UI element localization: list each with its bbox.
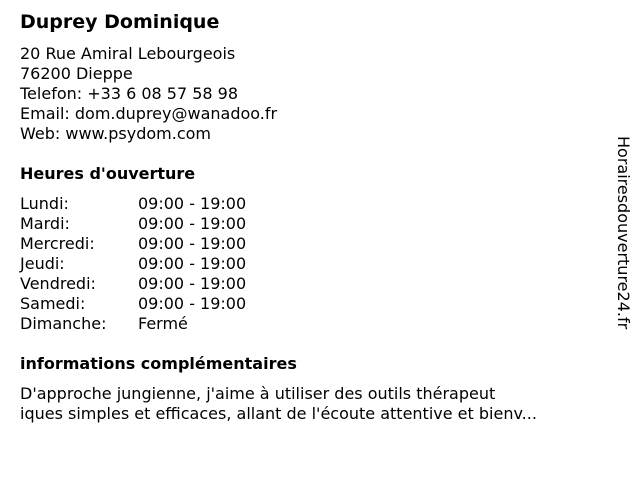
business-name: Duprey Dominique bbox=[20, 11, 220, 33]
watermark-text: Horairesdouverture24.fr bbox=[614, 136, 633, 330]
hours-row-tuesday bbox=[20, 214, 246, 234]
day-label: Mardi: bbox=[20, 214, 70, 233]
day-label: Mercredi: bbox=[20, 234, 95, 253]
hours-row-saturday bbox=[20, 294, 246, 314]
email-address: Email: dom.duprey@wanadoo.fr bbox=[20, 104, 278, 123]
opening-hours-table bbox=[20, 194, 246, 334]
day-label: Jeudi: bbox=[20, 254, 65, 273]
hours-row-sunday bbox=[20, 314, 246, 334]
time-value: 09:00 - 19:00 bbox=[138, 194, 247, 213]
day-label: Dimanche: bbox=[20, 314, 107, 333]
contact-block bbox=[20, 44, 277, 144]
hours-row-friday bbox=[20, 274, 246, 294]
address-city: 76200 Dieppe bbox=[20, 64, 133, 83]
time-value: 09:00 - 19:00 bbox=[138, 254, 247, 273]
time-value: 09:00 - 19:00 bbox=[138, 294, 247, 313]
info-line: iques simples et efficaces, allant de l'écoute attentive et bienv... bbox=[20, 404, 537, 423]
website: Web: www.psydom.com bbox=[20, 124, 211, 143]
address-street: 20 Rue Amiral Lebourgeois bbox=[20, 44, 236, 63]
hours-row-wednesday bbox=[20, 234, 246, 254]
day-label: Vendredi: bbox=[20, 274, 96, 293]
info-line: D'approche jungienne, j'aime à utiliser des outils thérapeut bbox=[20, 384, 496, 403]
time-value: 09:00 - 19:00 bbox=[138, 214, 247, 233]
hours-row-monday bbox=[20, 194, 246, 214]
time-value: 09:00 - 19:00 bbox=[138, 234, 247, 253]
time-value: Fermé bbox=[138, 314, 188, 333]
hours-title: Heures d'ouverture bbox=[20, 164, 196, 183]
day-label: Lundi: bbox=[20, 194, 69, 213]
info-title: informations complémentaires bbox=[20, 354, 297, 373]
hours-row-thursday bbox=[20, 254, 246, 274]
info-description bbox=[20, 384, 600, 424]
phone-number: Telefon: +33 6 08 57 58 98 bbox=[20, 84, 239, 103]
site-watermark bbox=[612, 136, 634, 372]
day-label: Samedi: bbox=[20, 294, 86, 313]
time-value: 09:00 - 19:00 bbox=[138, 274, 247, 293]
